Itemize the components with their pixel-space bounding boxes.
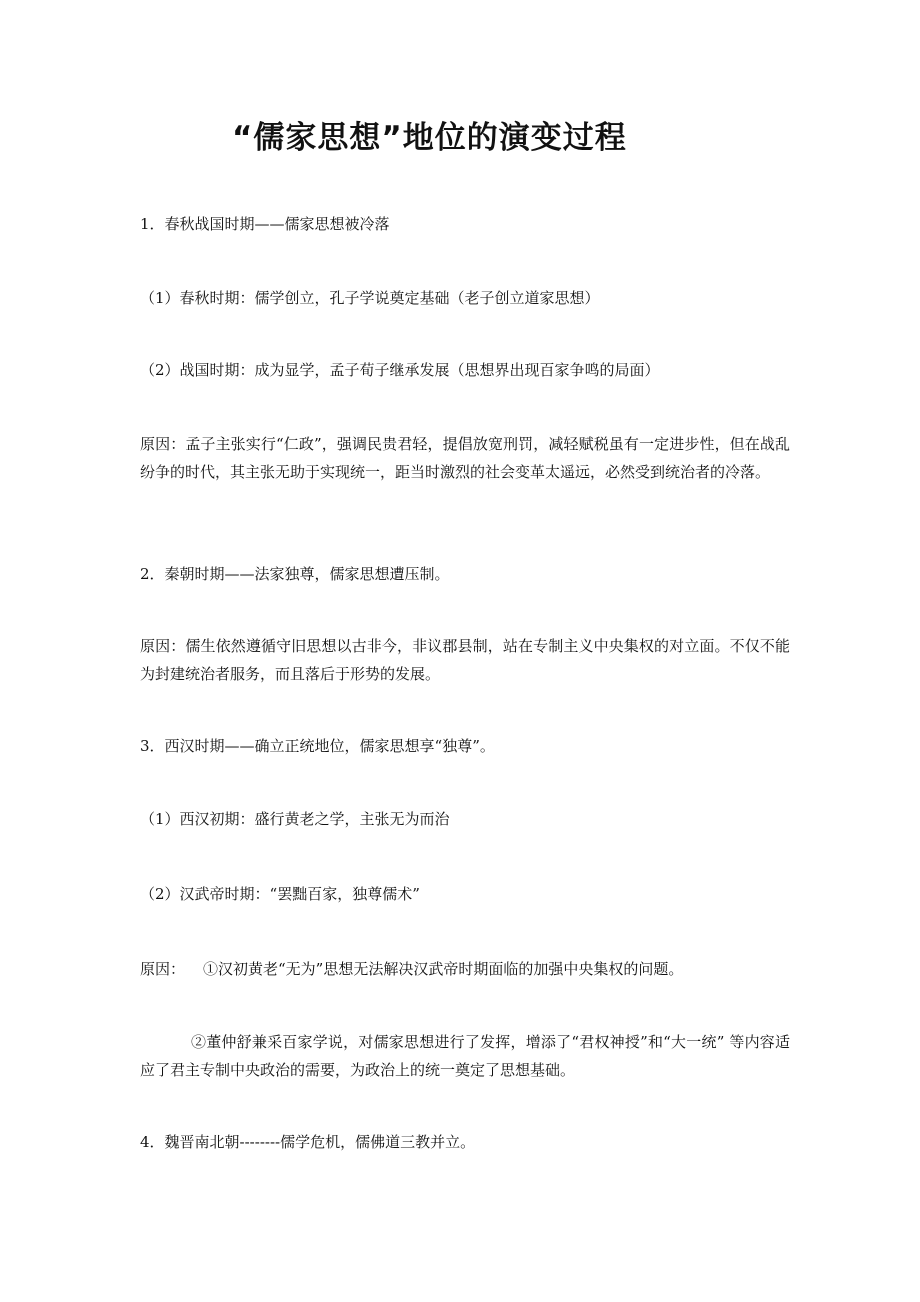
section-1-item-2: （2）战国时期：成为显学，孟子荀子继承发展（思想界出现百家争鸣的局面） — [140, 361, 660, 379]
section-4-heading: 4．魏晋南北朝--------儒学危机，儒佛道三教并立。 — [140, 1133, 476, 1151]
section-3-heading: 3．西汉时期——确立正统地位，儒家思想享“独尊”。 — [140, 737, 495, 755]
document-title: “儒家思想”地位的演变过程 — [232, 120, 627, 156]
section-3-reason-1-line — [140, 955, 800, 983]
section-3-reason-2: ②董仲舒兼采百家学说，对儒家思想进行了发挥，增添了“君权神授”和“大一统” 等内容适应了君主专制中央政治的需要，为政治上的统一奠定了思想基础。 — [140, 1033, 790, 1079]
section-3-reason-label: 原因： — [140, 960, 186, 978]
section-3-item-1: （1）西汉初期：盛行黄老之学，主张无为而治 — [140, 810, 450, 828]
section-1-reason: 原因：孟子主张实行“仁政”，强调民贵君轻，提倡放宽刑罚，减轻赋税虽有一定进步性，但在战乱纷争的时代，其主张无助于实现统一，距当时激烈的社会变革太遥远，必然受到统治者的冷落。 — [140, 435, 790, 481]
section-3-reason-1: ①汉初黄老“无为”思想无法解决汉武帝时期面临的加强中央集权的问题。 — [203, 960, 684, 978]
section-1-heading: 1．春秋战国时期——儒家思想被冷落 — [140, 215, 390, 233]
section-2-reason: 原因：儒生依然遵循守旧思想以古非今，非议郡县制，站在专制主义中央集权的对立面。不仅不能为封建统治者服务，而且落后于形势的发展。 — [140, 637, 790, 683]
section-3-item-2: （2）汉武帝时期：“罢黜百家，独尊儒术” — [140, 885, 420, 903]
section-2-heading: 2．秦朝时期——法家独尊，儒家思想遭压制。 — [140, 565, 450, 583]
section-1-item-1: （1）春秋时期：儒学创立，孔子学说奠定基础（老子创立道家思想） — [140, 289, 600, 307]
